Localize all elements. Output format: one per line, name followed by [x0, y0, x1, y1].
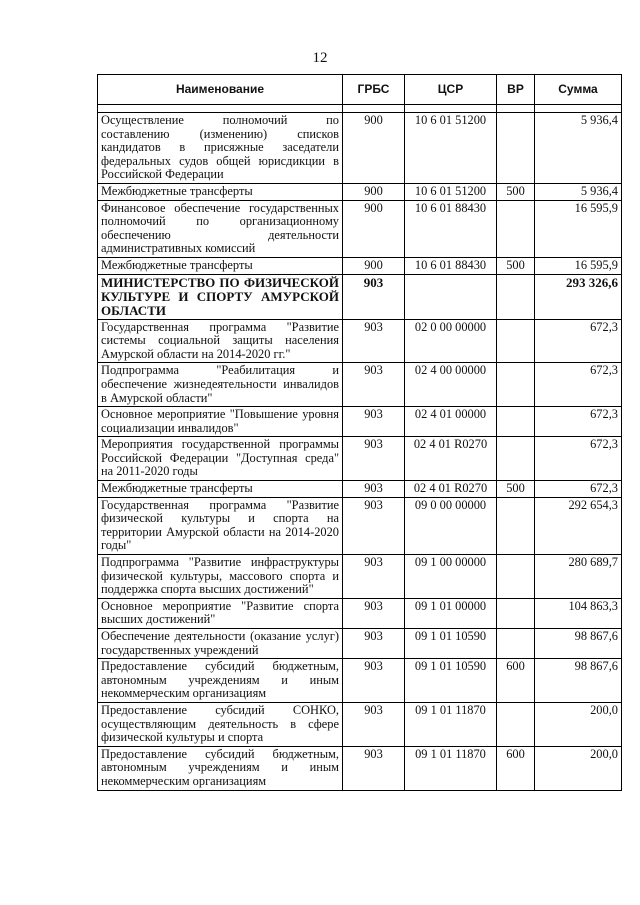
page-number: 12: [312, 50, 328, 66]
cell-vr: [497, 113, 535, 184]
cell-grbs: 903: [343, 702, 405, 746]
table-row: [98, 702, 622, 746]
cell-csr: 02 4 01 00000: [405, 407, 497, 437]
cell-csr: 09 1 00 00000: [405, 555, 497, 599]
cell-grbs: 903: [343, 363, 405, 407]
cell-csr: 09 1 01 10590: [405, 629, 497, 659]
header-vr: ВР: [497, 75, 535, 105]
cell-name: Предоставление субсидий СОНКО, осуществляющим деятельность в сфере физической культуры и спорта: [98, 702, 343, 746]
cell-csr: 09 1 01 11870: [405, 746, 497, 790]
cell-name: Осуществление полномочий по составлению (изменению) списков кандидатов в присяжные заседатели федеральных судов общей юрисдикции в Российской Федерации: [98, 113, 343, 184]
cell-sum: 5 936,4: [535, 113, 622, 184]
cell-name: Предоставление субсидий бюджетным, автономным учреждениям и иным некоммерческим организациям: [98, 659, 343, 703]
cell-grbs: 900: [343, 257, 405, 274]
cell-vr: 500: [497, 481, 535, 498]
cell-sum: 98 867,6: [535, 659, 622, 703]
budget-table: [97, 74, 622, 791]
cell-csr: 02 0 00 00000: [405, 319, 497, 363]
cell-sum: 5 936,4: [535, 183, 622, 200]
cell-name: Предоставление субсидий бюджетным, автономным учреждениям и иным некоммерческим организациям: [98, 746, 343, 790]
header-csr: ЦСР: [405, 75, 497, 105]
table-row: [98, 481, 622, 498]
cell-sum: 292 654,3: [535, 497, 622, 554]
cell-sum: 672,3: [535, 437, 622, 481]
cell-sum: 280 689,7: [535, 555, 622, 599]
cell-csr: 09 1 01 10590: [405, 659, 497, 703]
cell-csr: 02 4 01 R0270: [405, 437, 497, 481]
header-sum: Сумма: [535, 75, 622, 105]
cell-vr: [497, 555, 535, 599]
cell-sum: 104 863,3: [535, 598, 622, 628]
cell-name: Обеспечение деятельности (оказание услуг) государственных учреждений: [98, 629, 343, 659]
cell-grbs: 903: [343, 629, 405, 659]
cell-grbs: 900: [343, 183, 405, 200]
cell-sum: 672,3: [535, 319, 622, 363]
cell-vr: [497, 598, 535, 628]
cell-name: Финансовое обеспечение государственных полномочий по организационному обеспечению деятельности административных комиссий: [98, 200, 343, 257]
cell-grbs: 903: [343, 481, 405, 498]
cell-grbs: 903: [343, 497, 405, 554]
table-row: [98, 407, 622, 437]
cell-csr: 10 6 01 51200: [405, 113, 497, 184]
table-row: [98, 113, 622, 184]
cell-grbs: 903: [343, 407, 405, 437]
cell-sum: 293 326,6: [535, 274, 622, 319]
cell-grbs: 900: [343, 200, 405, 257]
table-header-row: [98, 75, 622, 105]
cell-grbs: 903: [343, 555, 405, 599]
cell-csr: 10 6 01 88430: [405, 200, 497, 257]
table-row: [98, 629, 622, 659]
cell-grbs: 903: [343, 598, 405, 628]
cell-csr: 09 0 00 00000: [405, 497, 497, 554]
cell-vr: [497, 363, 535, 407]
cell-sum: 98 867,6: [535, 629, 622, 659]
cell-name: Подпрограмма "Развитие инфраструктуры физической культуры, массового спорта и поддержка спорта высших достижений": [98, 555, 343, 599]
cell-grbs: 903: [343, 746, 405, 790]
table-body: [98, 105, 622, 791]
table-row: [98, 659, 622, 703]
table-row: [98, 363, 622, 407]
cell-grbs: 900: [343, 113, 405, 184]
table-row: [98, 319, 622, 363]
cell-grbs: 903: [343, 437, 405, 481]
cell-name: Государственная программа "Развитие системы социальной защиты населения Амурской области на 2014-2020 гг.": [98, 319, 343, 363]
cell-vr: 600: [497, 659, 535, 703]
cell-name: Основное мероприятие "Повышение уровня социализации инвалидов": [98, 407, 343, 437]
cell-sum: 672,3: [535, 481, 622, 498]
cell-name: Межбюджетные трансферты: [98, 257, 343, 274]
cell-csr: 09 1 01 11870: [405, 702, 497, 746]
cell-vr: [497, 437, 535, 481]
cell-vr: [497, 497, 535, 554]
header-name: Наименование: [98, 75, 343, 105]
cell-grbs: 903: [343, 274, 405, 319]
cell-name: Основное мероприятие "Развитие спорта высших достижений": [98, 598, 343, 628]
cell-grbs: 903: [343, 319, 405, 363]
cell-sum: 16 595,9: [535, 257, 622, 274]
header-grbs: ГРБС: [343, 75, 405, 105]
spacer-row: [98, 105, 622, 113]
cell-vr: 600: [497, 746, 535, 790]
cell-name: Подпрограмма "Реабилитация и обеспечение жизнедеятельности инвалидов в Амурской области": [98, 363, 343, 407]
cell-csr: 10 6 01 88430: [405, 257, 497, 274]
cell-csr: 02 4 01 R0270: [405, 481, 497, 498]
table-row: [98, 257, 622, 274]
cell-sum: 200,0: [535, 702, 622, 746]
cell-name: Межбюджетные трансферты: [98, 183, 343, 200]
cell-vr: 500: [497, 183, 535, 200]
table-row: [98, 497, 622, 554]
cell-sum: 200,0: [535, 746, 622, 790]
cell-grbs: 903: [343, 659, 405, 703]
cell-vr: [497, 319, 535, 363]
table-row: [98, 200, 622, 257]
cell-sum: 672,3: [535, 363, 622, 407]
cell-name: Государственная программа "Развитие физической культуры и спорта на территории Амурской области на 2014-2020 годы": [98, 497, 343, 554]
cell-csr: [405, 274, 497, 319]
cell-csr: 09 1 01 00000: [405, 598, 497, 628]
cell-name: МИНИСТЕРСТВО ПО ФИЗИЧЕСКОЙ КУЛЬТУРЕ И СПОРТУ АМУРСКОЙ ОБЛАСТИ: [98, 274, 343, 319]
cell-vr: [497, 407, 535, 437]
cell-vr: [497, 274, 535, 319]
cell-csr: 10 6 01 51200: [405, 183, 497, 200]
cell-sum: 16 595,9: [535, 200, 622, 257]
table-row: [98, 746, 622, 790]
table-row: [98, 555, 622, 599]
table-row: [98, 437, 622, 481]
cell-sum: 672,3: [535, 407, 622, 437]
cell-vr: [497, 200, 535, 257]
cell-csr: 02 4 00 00000: [405, 363, 497, 407]
cell-name: Межбюджетные трансферты: [98, 481, 343, 498]
cell-vr: 500: [497, 257, 535, 274]
cell-name: Мероприятия государственной программы Российской Федерации "Доступная среда" на 2011-2020 годы: [98, 437, 343, 481]
cell-vr: [497, 702, 535, 746]
table-row: [98, 598, 622, 628]
table-row: [98, 183, 622, 200]
cell-vr: [497, 629, 535, 659]
table-row: [98, 274, 622, 319]
